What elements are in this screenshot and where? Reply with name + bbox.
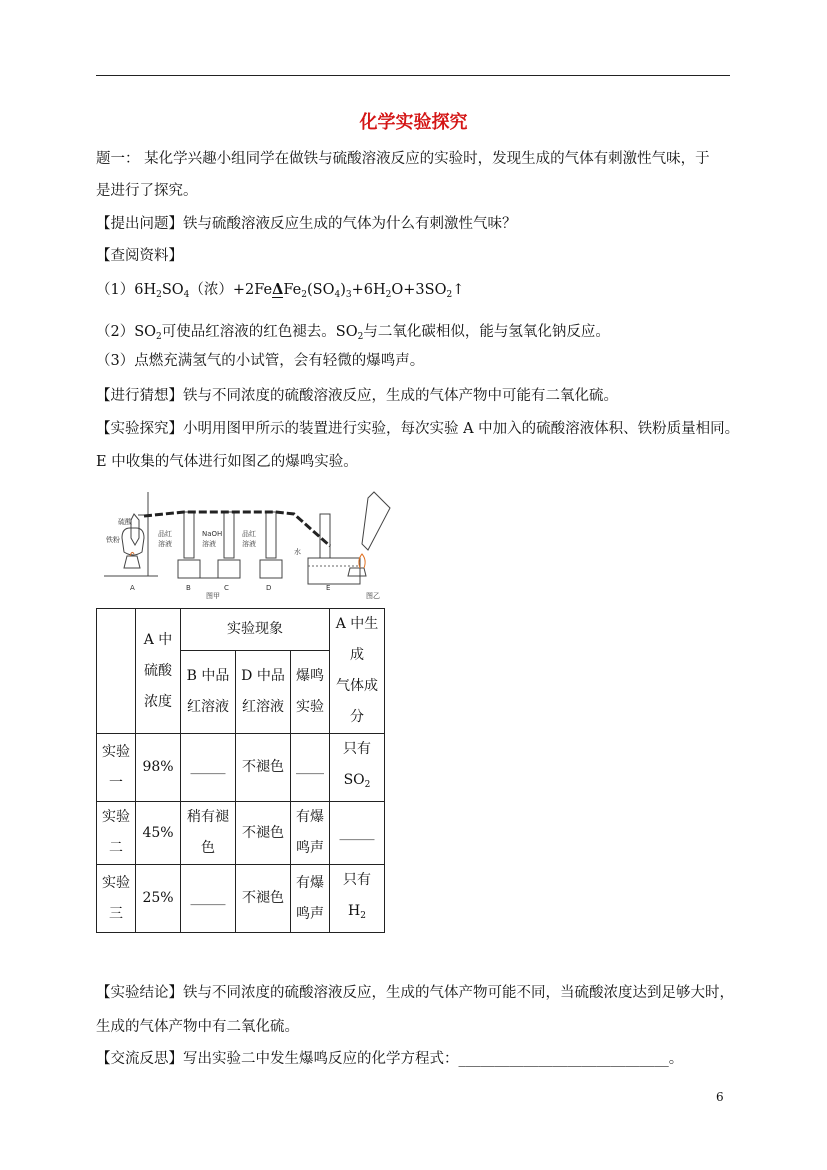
header-b: B 中品 红溶液 — [181, 651, 236, 734]
info-equation: $(1)6H_2SO_4$（浓）$+2Fe\Delta Fe_2(SO_4)_3+6H_2O+3SO_2↑$ — [96, 281, 465, 300]
row-b: _____ — [181, 865, 236, 933]
page-number: 6 — [716, 1090, 724, 1104]
row-b: 稍有褪 色 — [181, 802, 236, 865]
info-heading: 【查阅资料】 — [96, 248, 183, 264]
lamp-a — [124, 556, 140, 568]
header-d: D 中品 红溶液 — [236, 651, 291, 734]
heat-symbol: Δ — [272, 281, 284, 298]
label-a: A — [130, 584, 135, 592]
block-c — [218, 560, 240, 578]
label-pinred-2: 品红 — [242, 530, 256, 538]
results-table — [96, 608, 385, 933]
table-row — [97, 734, 385, 802]
row-name: 实验 一 — [97, 734, 136, 802]
lamp-yi — [348, 568, 366, 576]
row-conc: 45% — [136, 802, 181, 865]
conclusion-line-2: 生成的气体产物中有二氧化硫。 — [96, 1019, 299, 1035]
block-b — [178, 560, 200, 578]
row-d: 不褪色 — [236, 865, 291, 933]
corner-cell — [97, 609, 136, 734]
row-gas: 只有 $H_2$ — [330, 865, 385, 933]
header-gas: A 中生 成 气体成 分 — [330, 609, 385, 734]
label-e: E — [326, 584, 331, 592]
test-tube-yi — [362, 492, 390, 550]
apparatus-figure — [98, 488, 408, 600]
info-2: $(2)SO_2$可使品红溶液的红色褪去。$SO_2$与二氧化碳相似，能与氢氧化钠反应。 — [96, 324, 610, 342]
block-d — [260, 560, 282, 578]
row-pop: 有爆 鸣声 — [291, 865, 330, 933]
row-gas: 只有 $SO_2$ — [330, 734, 385, 802]
tube-d — [266, 512, 276, 558]
dropping-funnel — [131, 514, 139, 545]
row-pop: 有爆 鸣声 — [291, 802, 330, 865]
question-line-1: 题一： 某化学兴趣小组同学在做铁与硫酸溶液反应的实验时，发现生成的气体有刺激性气味，于 — [96, 151, 710, 167]
header-concentration: A 中 硫酸 浓度 — [136, 609, 181, 734]
svg-text:溶液: 溶液 — [202, 540, 216, 548]
header-pop: 爆鸣 实验 — [291, 651, 330, 734]
table-row — [97, 802, 385, 865]
label-acid: 硫酸 — [118, 518, 132, 526]
row-conc: 25% — [136, 865, 181, 933]
row-conc: 98% — [136, 734, 181, 802]
explore-line-1: 【实验探究】小明用图甲所示的装置进行实验，每次实验 A 中加入的硫酸溶液体积、铁粉质量相同。 — [96, 421, 740, 437]
page-title: 化学实验探究 — [359, 112, 468, 133]
caption-jia: 图甲 — [206, 592, 220, 600]
gas-arrow: ↑ — [452, 282, 465, 298]
header-phenomena: 实验现象 — [181, 609, 330, 651]
label-c: C — [224, 584, 229, 592]
row-name: 实验 二 — [97, 802, 136, 865]
svg-text:溶液: 溶液 — [242, 540, 256, 548]
explore-line-2: E 中收集的气体进行如图乙的爆鸣实验。 — [96, 454, 358, 470]
label-naoh: NaOH — [202, 530, 223, 538]
info-3: （3）点燃充满氢气的小试管，会有轻微的爆鸣声。 — [96, 353, 425, 369]
collect-tube-e — [320, 514, 330, 558]
header-rule — [96, 75, 730, 76]
row-gas: _____ — [330, 802, 385, 865]
tube-c — [224, 512, 234, 558]
label-pinred-1: 品红 — [158, 530, 172, 538]
row-d: 不褪色 — [236, 802, 291, 865]
row-d: 不褪色 — [236, 734, 291, 802]
label-water: 水 — [294, 548, 301, 556]
caption-yi: 图乙 — [366, 592, 380, 600]
svg-text:溶液: 溶液 — [158, 540, 172, 548]
tube-b — [184, 512, 194, 558]
reflection: 【交流反思】写出实验二中发生爆鸣反应的化学方程式：_____________________________。 — [96, 1051, 684, 1067]
row-pop: ____ — [291, 734, 330, 802]
row-name: 实验 三 — [97, 865, 136, 933]
row-b: _____ — [181, 734, 236, 802]
table-row — [97, 865, 385, 933]
trough-e — [308, 558, 360, 584]
hypothesis: 【进行猜想】铁与不同浓度的硫酸溶液反应，生成的气体产物中可能有二氧化硫。 — [96, 388, 618, 404]
question-line-2: 是进行了探究。 — [96, 183, 198, 199]
label-b: B — [186, 584, 191, 592]
raise-question: 【提出问题】铁与硫酸溶液反应生成的气体为什么有刺激性气味？ — [96, 216, 517, 232]
label-iron: 铁粉 — [106, 536, 120, 544]
label-d: D — [266, 584, 272, 592]
conclusion-line-1: 【实验结论】铁与不同浓度的硫酸溶液反应，生成的气体产物可能不同，当硫酸浓度达到足够大时， — [96, 985, 734, 1001]
